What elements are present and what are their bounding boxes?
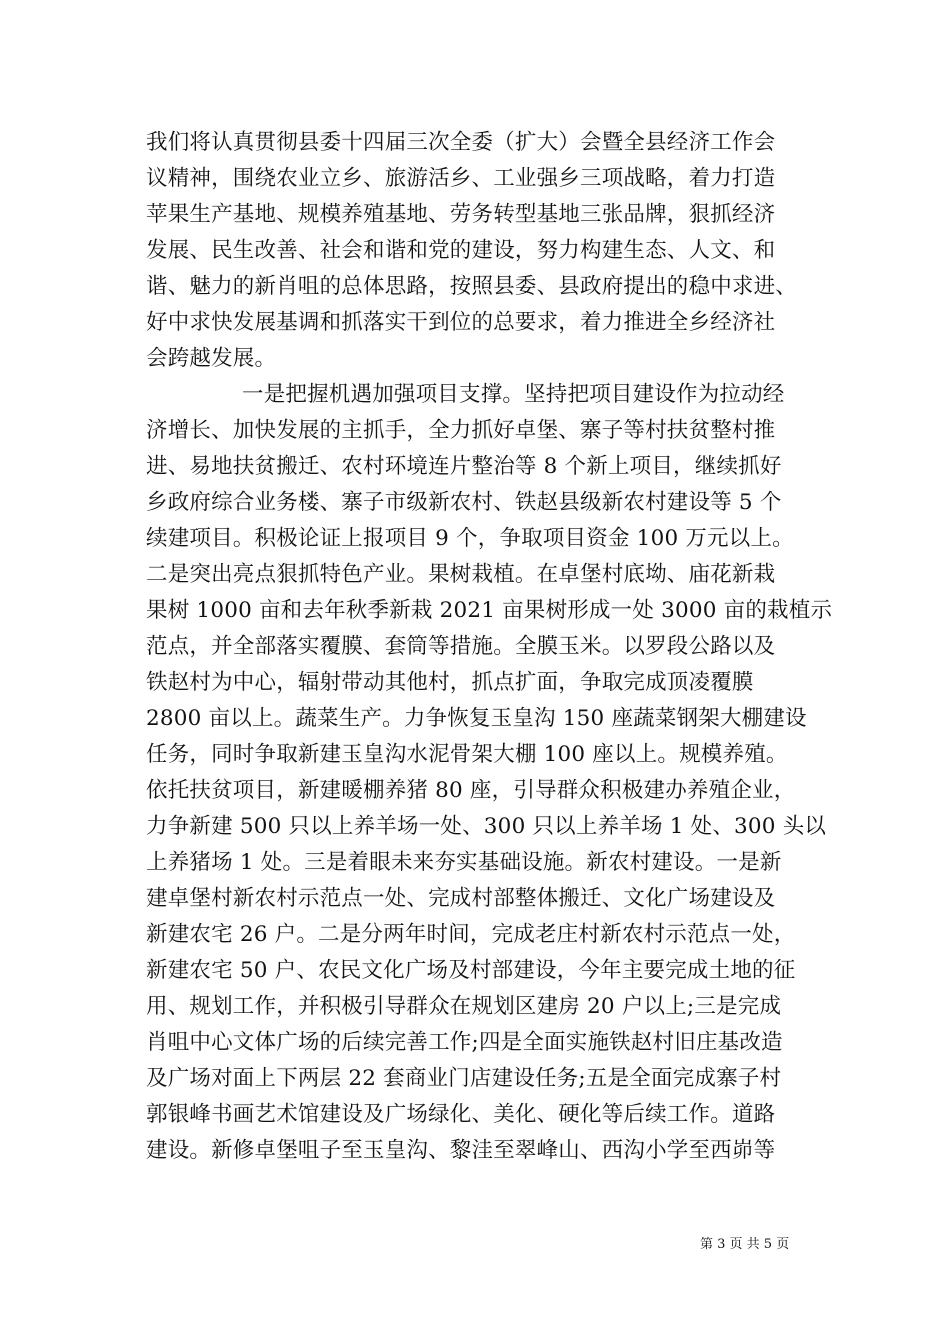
text-line: 用、规划工作，并积极引导群众在规划区建房 20 户以上;三是完成 (146, 994, 782, 1019)
text-line: 依托扶贫项目，新建暖棚养猪 80 座，引导群众积极建办养殖企业， (146, 778, 796, 803)
text-line: 续建项目。积极论证上报项目 9 个，争取项目资金 100 万元以上。 (146, 526, 794, 551)
text-line: 建设。新修卓堡咀子至玉皇沟、黎洼至翠峰山、西沟小学至西峁等 (146, 1138, 776, 1163)
text-line: 新建农宅 50 户、农民文化广场及村部建设，今年主要完成土地的征 (146, 958, 796, 983)
paragraph (146, 125, 828, 377)
text-line: 郭银峰书画艺术馆建设及广场绿化、美化、硬化等后续工作。道路 (146, 1102, 776, 1127)
text-line: 济增长、加快发展的主抓手，全力抓好卓堡、寨子等村扶贫整村推 (146, 418, 776, 443)
text-line: 新建农宅 26 户。二是分两年时间，完成老庄村新农村示范点一处， (146, 922, 796, 947)
text-line: 2800 亩以上。蔬菜生产。力争恢复玉皇沟 150 座蔬菜钢架大棚建设 (146, 706, 807, 731)
text-line: 乡政府综合业务楼、寨子市级新农村、铁赵县级新农村建设等 5 个 (146, 490, 782, 515)
paragraph (146, 377, 833, 1169)
text-line: 发展、民生改善、社会和谐和党的建设，努力构建生态、人文、和 (146, 238, 776, 263)
text-line: 谐、魅力的新肖咀的总体思路，按照县委、县政府提出的稳中求进、 (146, 274, 798, 299)
text-line: 肖咀中心文体广场的后续完善工作;四是全面实施铁赵村旧庄基改造 (146, 1030, 783, 1055)
text-line: 力争新建 500 只以上养羊场一处、300 只以上养羊场 1 处、300 头以 (146, 814, 827, 839)
text-line: 我们将认真贯彻县委十四届三次全委（扩大）会暨全县经济工作会 (146, 130, 776, 155)
text-line: 任务，同时争取新建玉皇沟水泥骨架大棚 100 座以上。规模养殖。 (146, 742, 788, 767)
text-line: 进、易地扶贫搬迁、农村环境连片整治等 8 个新上项目，继续抓好 (146, 454, 782, 479)
text-line: 议精神，围绕农业立乡、旅游活乡、工业强乡三项战略，着力打造 (146, 166, 776, 191)
text-line: 铁赵村为中心，辐射带动其他村，抓点扩面，争取完成顶凌覆膜 (146, 670, 754, 695)
body-text (146, 125, 833, 1169)
text-line: 范点，并全部落实覆膜、套筒等措施。全膜玉米。以罗段公路以及 (146, 634, 776, 659)
text-line: 一是把握机遇加强项目支撑。坚持把项目建设作为拉动经 (242, 382, 785, 407)
text-line: 果树 1000 亩和去年秋季新栽 2021 亩果树形成一处 3000 亩的栽植示 (146, 598, 833, 623)
text-line: 苹果生产基地、规模养殖基地、劳务转型基地三张品牌，狠抓经济 (146, 202, 776, 227)
text-line: 二是突出亮点狠抓特色产业。果树栽植。在卓堡村底坳、庙花新栽 (146, 562, 776, 587)
page-footer: 第 3 页 共 5 页 (700, 1237, 790, 1252)
text-line: 建卓堡村新农村示范点一处、完成村部整体搬迁、文化广场建设及 (146, 886, 776, 911)
text-line: 好中求快发展基调和抓落实干到位的总要求，着力推进全乡经济社 (146, 310, 776, 335)
text-line: 会跨越发展。 (146, 346, 277, 371)
text-line: 及广场对面上下两层 22 套商业门店建设任务;五是全面完成寨子村 (146, 1066, 782, 1091)
text-line: 上养猪场 1 处。三是着眼未来夯实基础设施。新农村建设。一是新 (146, 850, 782, 875)
